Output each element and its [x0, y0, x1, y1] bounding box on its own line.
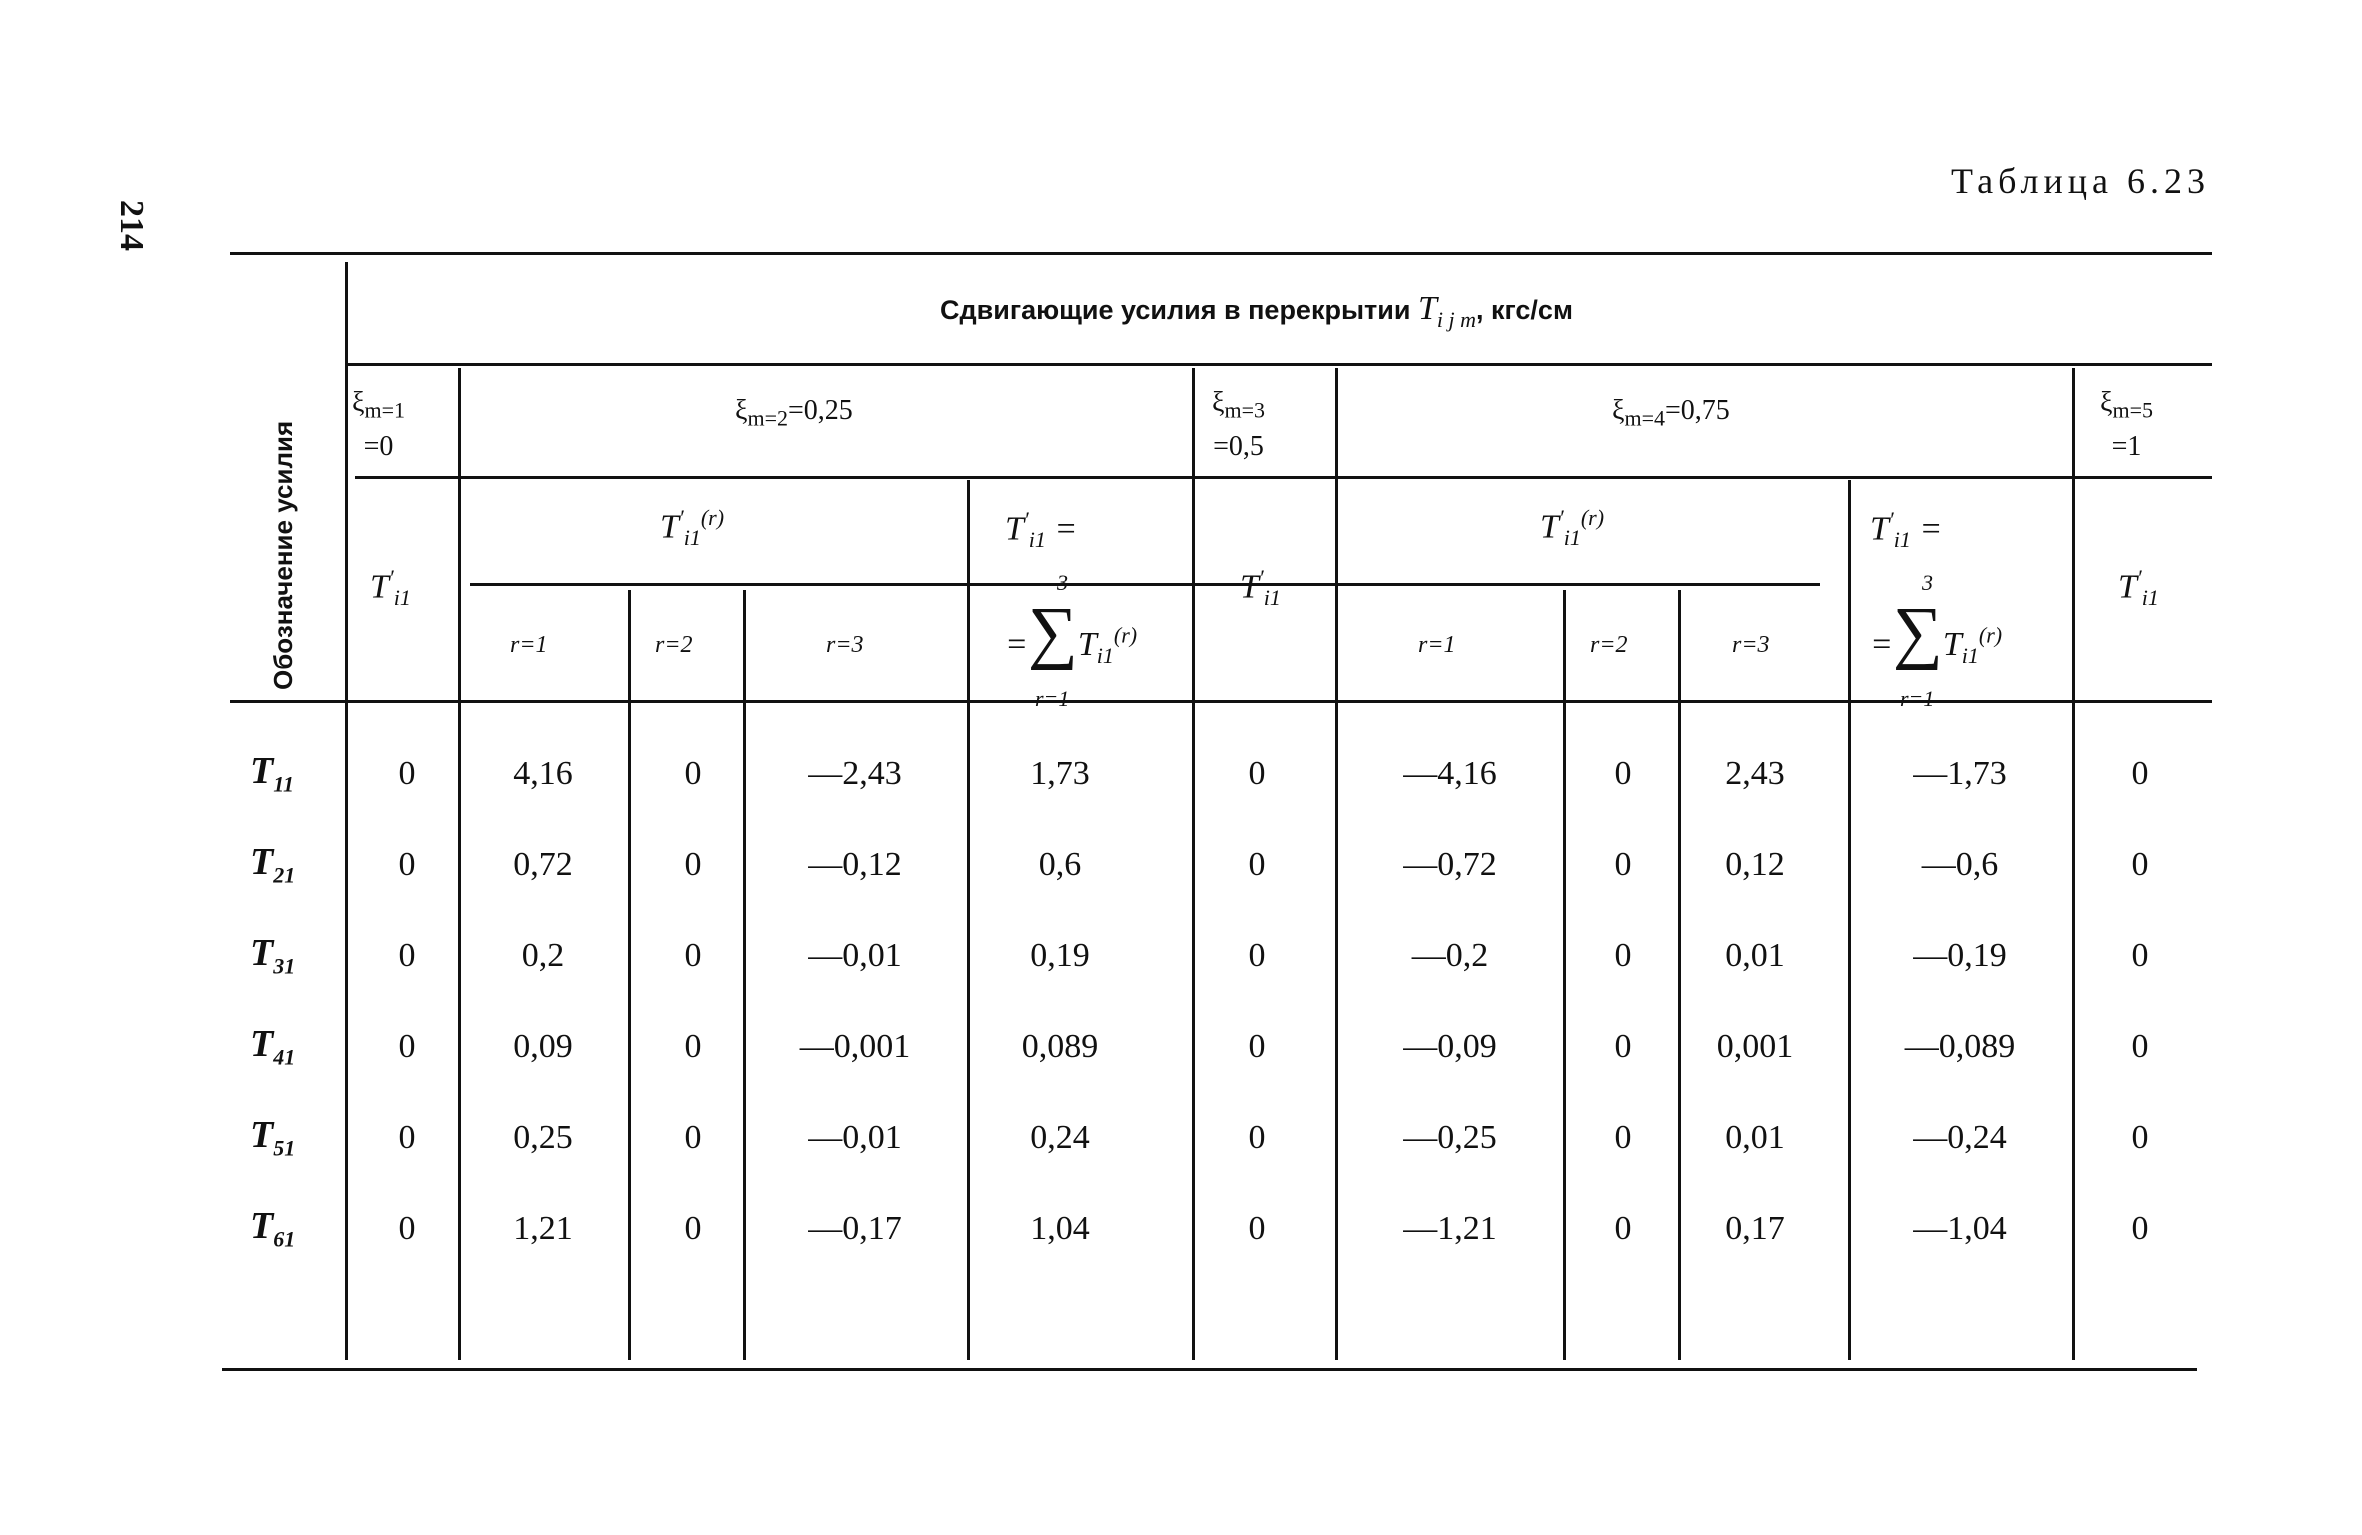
xi-m2-header: $\xi_{m=2}=0,25$: [735, 395, 853, 431]
table-cell: —0,12: [808, 846, 902, 883]
table-cell: 0: [684, 1119, 702, 1156]
table-cell: —0,25: [1403, 1119, 1497, 1156]
table-cell: 0: [398, 1028, 416, 1065]
row-label: $T_{51}$: [250, 1114, 296, 1161]
table-cell: 1,73: [1030, 755, 1090, 792]
table-cell: 0: [1614, 1210, 1632, 1247]
table-cell: —0,001: [799, 1028, 911, 1065]
col-divider: [345, 262, 348, 1360]
table-cell: 0,17: [1725, 1210, 1785, 1247]
col-divider: [1335, 368, 1338, 1360]
r3-label-m4: r=3: [1732, 632, 1770, 658]
t-prime-header-m5: $T'_{i1}$: [2118, 565, 2159, 611]
table-cell: 0,19: [1030, 937, 1090, 974]
table-cell: 4,16: [513, 755, 573, 792]
table-cell: 0: [398, 846, 416, 883]
table-cell: 0: [1248, 1210, 1266, 1247]
xi-m4-header: $\xi_{m=4}=0,75$: [1612, 395, 1730, 431]
table-cell: —4,16: [1403, 755, 1497, 792]
table-cell: —0,24: [1913, 1119, 2007, 1156]
sum-header-m2: $T'_{i1}$ = 3 $=\sum T_{i1}^{(r)}$ r=1: [1005, 507, 1138, 711]
table-cell: 0: [398, 755, 416, 792]
table-cell: —0,2: [1411, 937, 1489, 974]
table-cell: 0: [684, 1028, 702, 1065]
r3-label-m2: r=3: [826, 632, 864, 658]
table-cell: 0: [684, 1210, 702, 1247]
row-label: $T_{31}$: [250, 932, 296, 979]
t-prime-header-m1: $T'_{i1}$: [370, 565, 411, 611]
table-cell: 0: [1248, 1028, 1266, 1065]
table-cell: 0: [684, 937, 702, 974]
row-label: $T_{41}$: [250, 1023, 296, 1070]
table-cell: —0,6: [1921, 846, 1999, 883]
table-cell: —0,01: [808, 937, 902, 974]
t-r-header-m4: $T'_{i1}^{(r)}$: [1540, 505, 1605, 551]
table-cell: 0,2: [521, 937, 565, 974]
header-sub-rule: [348, 363, 2212, 366]
table-cell: 0: [2131, 755, 2149, 792]
r-rule: [470, 583, 1820, 586]
row-label-header: Обозначение усилия: [268, 420, 298, 690]
table-cell: —0,19: [1913, 937, 2007, 974]
table-cell: 0: [2131, 1028, 2149, 1065]
row-label: $T_{11}$: [250, 750, 295, 797]
table-cell: —0,72: [1403, 846, 1497, 883]
table-cell: —0,089: [1904, 1028, 2016, 1065]
table-cell: —0,01: [808, 1119, 902, 1156]
table-cell: 0,001: [1716, 1028, 1794, 1065]
table-cell: 0,12: [1725, 846, 1785, 883]
xi-rule: [355, 476, 2212, 479]
table-cell: 1,21: [513, 1210, 573, 1247]
page-number: 214: [113, 200, 150, 251]
col-divider: [1848, 480, 1851, 1360]
table-cell: 0: [1248, 937, 1266, 974]
table-cell: 0: [2131, 846, 2149, 883]
row-label: $T_{21}$: [250, 841, 296, 888]
table-cell: 0: [2131, 1119, 2149, 1156]
table-cell: 0: [1614, 755, 1632, 792]
r1-label-m2: r=1: [510, 632, 548, 658]
t-r-header-m2: $T'_{i1}^{(r)}$: [660, 505, 725, 551]
top-rule: [230, 252, 2212, 255]
table-cell: —0,17: [808, 1210, 902, 1247]
table-title: Таблица 6.23: [1951, 161, 2210, 201]
table-cell: 0,6: [1038, 846, 1082, 883]
table-cell: 0: [684, 846, 702, 883]
table-cell: 0: [398, 1210, 416, 1247]
table-cell: 0: [1248, 1119, 1266, 1156]
table-cell: 0,24: [1030, 1119, 1090, 1156]
table-cell: 1,04: [1030, 1210, 1090, 1247]
table-cell: 0,72: [513, 846, 573, 883]
table-cell: —2,43: [808, 755, 902, 792]
r2-label-m2: r=2: [655, 632, 693, 658]
r1-label-m4: r=1: [1418, 632, 1456, 658]
table-cell: 0: [1614, 846, 1632, 883]
sum-header-m4: $T'_{i1}$ = 3 $=\sum T_{i1}^{(r)}$ r=1: [1870, 507, 2003, 711]
table-cell: 0,01: [1725, 937, 1785, 974]
row-label: $T_{61}$: [250, 1205, 296, 1252]
main-header: Сдвигающие усилия в перекрытии $T_{i j m}$, кгс/см: [940, 290, 1573, 332]
t-prime-header-m3: $T'_{i1}$: [1240, 565, 1281, 611]
table-cell: —1,73: [1913, 755, 2007, 792]
table-cell: 0,01: [1725, 1119, 1785, 1156]
table-cell: 0: [2131, 1210, 2149, 1247]
table-cell: 0: [2131, 937, 2149, 974]
table-cell: 2,43: [1725, 755, 1785, 792]
xi-m5-header: $\xi_{m=5}$ =1: [2100, 387, 2154, 462]
xi-m3-header: $\xi_{m=3}$ =0,5: [1212, 387, 1266, 462]
table-cell: 0,09: [513, 1028, 573, 1065]
bottom-rule: [222, 1368, 2197, 1371]
table-cell: 0: [1614, 1119, 1632, 1156]
table-cell: 0: [398, 937, 416, 974]
table-cell: 0: [1614, 937, 1632, 974]
xi-m1-header: $\xi_{m=1}$ =0: [352, 387, 406, 462]
table-cell: 0: [1248, 846, 1266, 883]
table-cell: 0,25: [513, 1119, 573, 1156]
table-cell: 0: [684, 755, 702, 792]
table-cell: 0: [1248, 755, 1266, 792]
table-cell: —0,09: [1403, 1028, 1497, 1065]
table-cell: 0: [1614, 1028, 1632, 1065]
col-divider: [967, 480, 970, 1360]
table-cell: 0: [398, 1119, 416, 1156]
table-cell: 0,089: [1021, 1028, 1099, 1065]
table-cell: —1,21: [1403, 1210, 1497, 1247]
table-cell: —1,04: [1913, 1210, 2007, 1247]
r2-label-m4: r=2: [1590, 632, 1628, 658]
